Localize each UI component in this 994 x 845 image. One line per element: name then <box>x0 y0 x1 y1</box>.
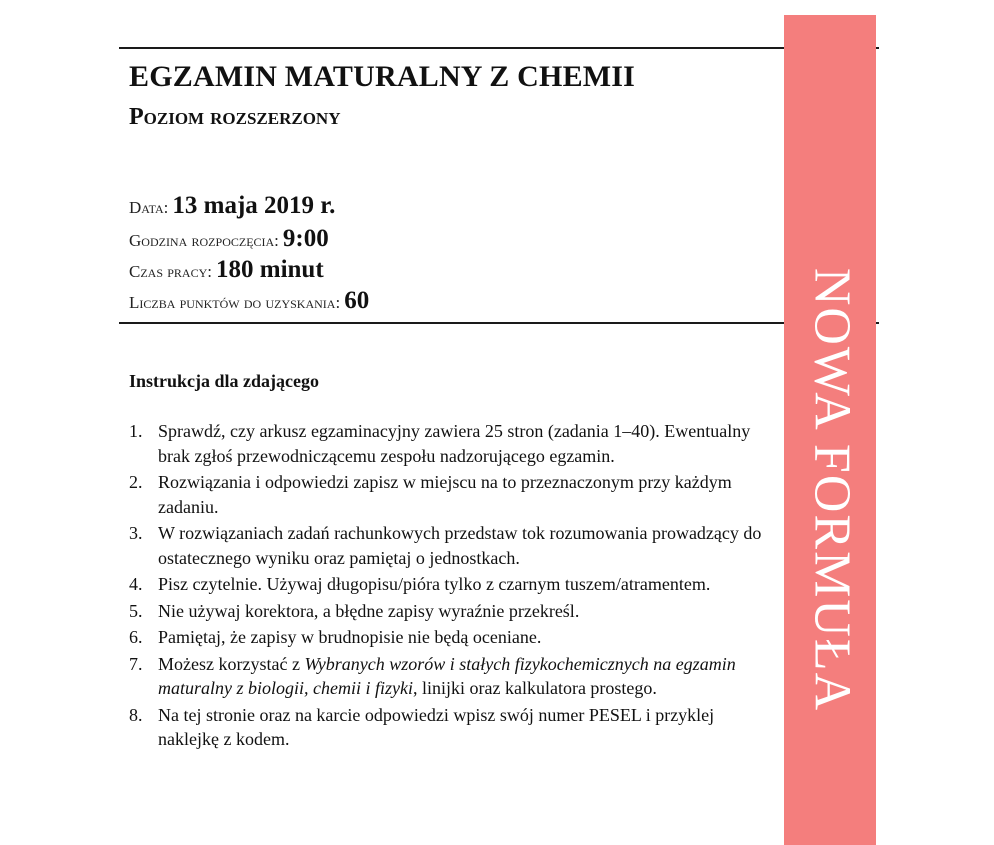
instruction-item <box>129 521 769 570</box>
instruction-text: Sprawdź, czy arkusz egzaminacyjny zawiera 25 stron (zadania 1–40). Ewentualny brak zgłoś przewodniczącemu zespołu nadzorującego egzamin. <box>158 421 751 466</box>
instruction-item <box>129 419 769 468</box>
middle-rule <box>119 322 879 324</box>
points-label: Liczba punktów do uzyskania: <box>129 293 341 312</box>
instruction-text: Rozwiązania i odpowiedzi zapisz w miejscu na to przeznaczonym przy każdym zadaniu. <box>158 472 732 517</box>
instruction-text: Na tej stronie oraz na karcie odpowiedzi wpisz swój numer PESEL i przyklej naklejkę z kodem. <box>158 704 715 749</box>
date-value: 13 maja 2019 r. <box>172 192 336 219</box>
instruction-item <box>129 652 769 701</box>
duration-value: 180 minut <box>216 256 324 283</box>
instruction-text: Nie używaj korektora, a błędne zapisy wyraźnie przekreśl. <box>158 600 580 621</box>
instruction-number: 6. <box>129 627 143 647</box>
instruction-item <box>129 599 769 624</box>
instructions-list <box>129 419 769 754</box>
instruction-item <box>129 572 769 597</box>
instruction-text-part: Możesz korzystać z <box>158 653 305 674</box>
exam-title: EGZAMIN MATURALNY Z CHEMII <box>129 60 636 93</box>
duration-label: Czas pracy: <box>129 262 212 281</box>
instruction-item <box>129 625 769 650</box>
new-formula-label: NOWA FORMUŁA <box>803 267 861 713</box>
start-time-value: 9:00 <box>282 225 329 252</box>
instruction-number: 3. <box>129 523 143 543</box>
duration-row <box>129 256 324 284</box>
instruction-number: 2. <box>129 472 143 492</box>
instruction-text: Pisz czytelnie. Używaj długopisu/pióra tylko z czarnym tuszem/atramentem. <box>158 574 711 594</box>
instruction-item <box>129 470 769 519</box>
instruction-item <box>129 703 769 752</box>
instruction-number: 8. <box>129 704 143 725</box>
instruction-text <box>158 652 769 701</box>
date-label: Data: <box>129 198 169 217</box>
top-rule <box>119 47 879 49</box>
exam-date-row <box>129 192 335 220</box>
points-value: 60 <box>344 287 370 314</box>
instruction-text: Pamiętaj, że zapisy w brudnopisie nie będą oceniane. <box>158 627 542 647</box>
start-time-row <box>129 225 329 253</box>
instruction-number: 1. <box>129 421 143 441</box>
start-time-label: Godzina rozpoczęcia: <box>129 231 279 250</box>
instruction-number: 7. <box>129 653 143 674</box>
instruction-text-part: , linijki oraz kalkulatora prostego. <box>412 678 657 698</box>
instructions-heading: Instrukcja dla zdającego <box>129 371 319 391</box>
instruction-text-italic: Wybranych wzorów i stałych fizykochemicznych na egzamin maturalny z biologii, chemii i fizyki <box>158 653 736 698</box>
instruction-number: 4. <box>129 574 143 594</box>
instruction-number: 5. <box>129 600 143 621</box>
exam-level: Poziom rozszerzony <box>129 104 341 130</box>
instruction-text: W rozwiązaniach zadań rachunkowych przedstaw tok rozumowania prowadzący do ostatecznego wyniku oraz pamiętaj o jednostkach. <box>158 523 762 568</box>
points-row <box>129 287 369 315</box>
